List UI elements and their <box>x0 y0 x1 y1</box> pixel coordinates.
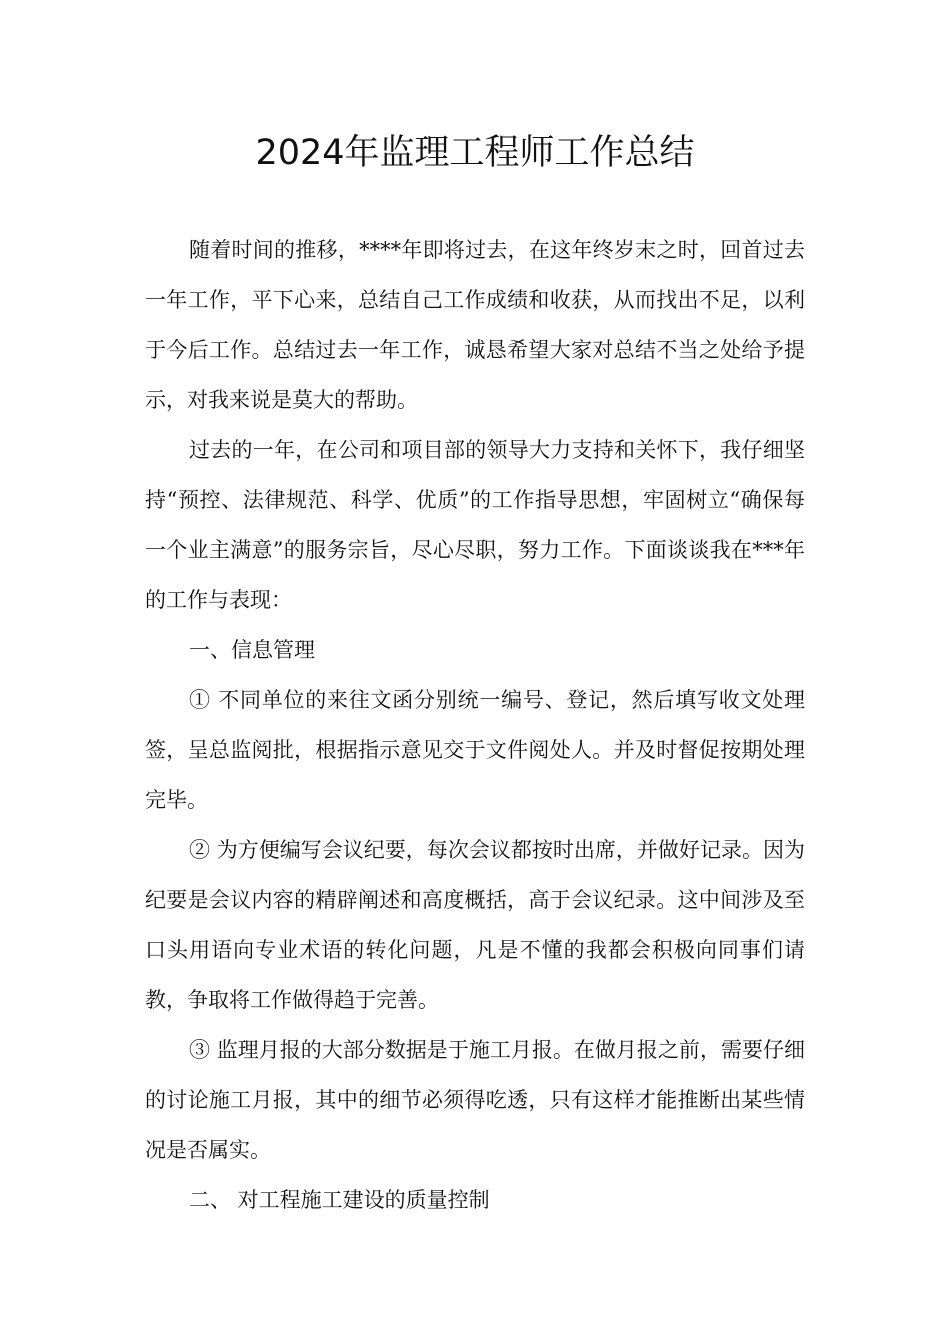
section-heading-information-management: 一、信息管理 <box>189 638 315 662</box>
paragraph-overview: 过去的一年，在公司和项目部的领导大力支持和关怀下，我仔细坚持“预控、法律规范、科学、优质”的工作指导思想，牢固树立“确保每一个业主满意”的服务宗旨，尽心尽职，努力工作。下面谈谈我在***年的工作与表现： <box>145 438 805 612</box>
paragraph-item-2: ② 为方便编写会议纪要，每次会议都按时出席，并做好记录。因为纪要是会议内容的精辟阐述和高度概括，高于会议纪录。这中间涉及至口头用语向专业术语的转化问题，凡是不懂的我都会积极向同事们请教，争取将工作做得趋于完善。 <box>145 838 805 1012</box>
section-heading-quality-control: 二、 对工程施工建设的质量控制 <box>189 1188 490 1212</box>
paragraph-item-1: ① 不同单位的来往文函分别统一编号、登记，然后填写收文处理签，呈总监阅批，根据指示意见交于文件阅处人。并及时督促按期处理完毕。 <box>145 688 805 812</box>
document-title: 2024年监理工程师工作总结 <box>255 133 695 173</box>
paragraph-item-3: ③ 监理月报的大部分数据是于施工月报。在做月报之前，需要仔细的讨论施工月报，其中的细节必须得吃透，只有这样才能推断出某些情况是否属实。 <box>145 1038 805 1162</box>
document-body <box>145 225 805 1225</box>
paragraph-intro: 随着时间的推移，****年即将过去，在这年终岁末之时，回首过去一年工作，平下心来，总结自己工作成绩和收获，从而找出不足，以利于今后工作。总结过去一年工作，诚恳希望大家对总结不当之处给予提示，对我来说是莫大的帮助。 <box>145 238 805 412</box>
